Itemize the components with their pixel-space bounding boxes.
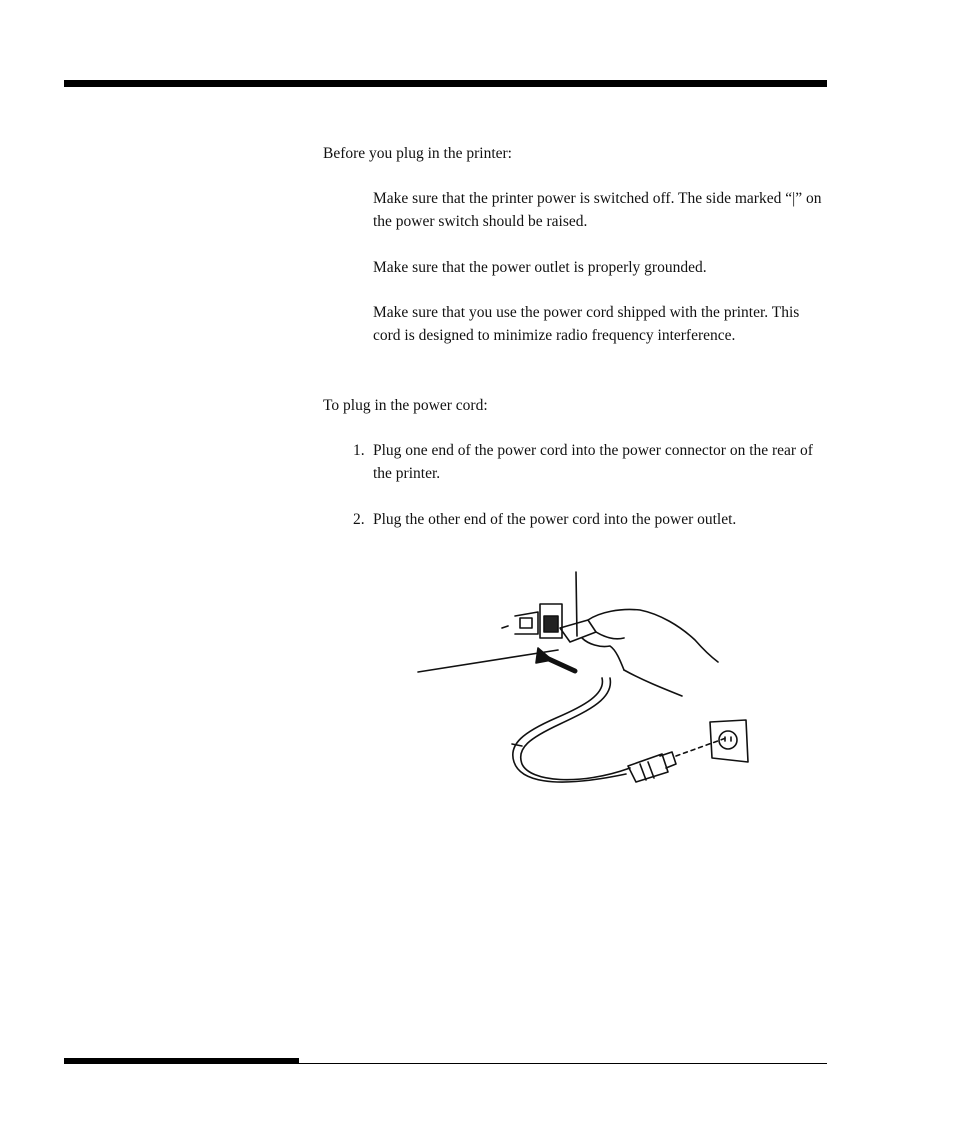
- step-2: [353, 508, 833, 531]
- step-2-number: 2.: [353, 511, 365, 528]
- check-item-power-cord: Make sure that you use the power cord shipped with the printer. This cord is designed to minimize radio frequency interference.: [373, 304, 800, 344]
- check-item-power-off: Make sure that the printer power is switched off. The side marked “|” on the power switch should be raised.: [373, 190, 822, 230]
- power-cord-illustration: [410, 568, 760, 798]
- step-1-number: 1.: [353, 442, 365, 459]
- step-1: [353, 439, 833, 485]
- header-rule: [64, 80, 827, 87]
- step-1-text: Plug one end of the power cord into the power connector on the rear of the printer.: [373, 442, 813, 482]
- footer-rule-thin: [64, 1063, 827, 1064]
- intro-plug-cord: To plug in the power cord:: [323, 397, 488, 414]
- step-2-text: Plug the other end of the power cord into the power outlet.: [373, 511, 737, 528]
- intro-before-plugging: Before you plug in the printer:: [323, 145, 512, 162]
- check-item-grounded: Make sure that the power outlet is properly grounded.: [373, 259, 707, 276]
